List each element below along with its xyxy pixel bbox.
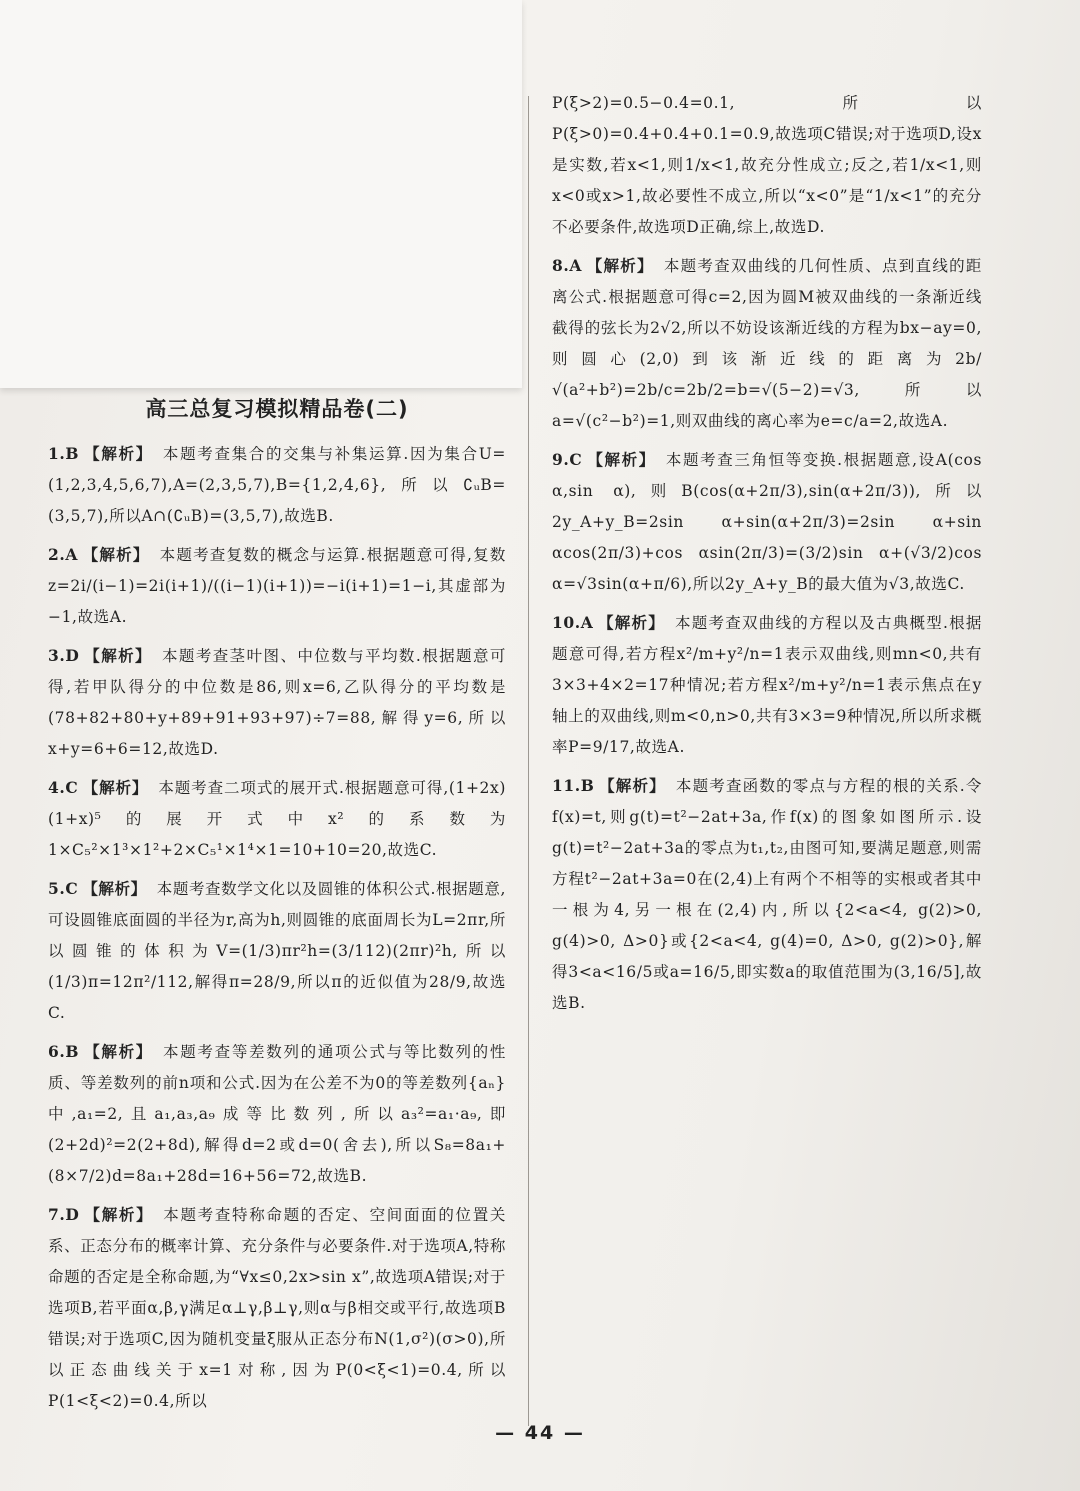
item-text: 本题考查二项式的展开式.根据题意可得,(1+2x)(1+x)⁵的展开式中x²的系数为1×C₅²×1³×1²+2×C₅¹×1⁴×1=10+10=20,故选C. xyxy=(48,779,507,859)
page-number: — 44 — xyxy=(495,1422,585,1444)
answer-item-4 xyxy=(48,772,506,866)
analysis-tag: 【解析】 xyxy=(82,546,150,564)
analysis-tag: 【解析】 xyxy=(83,1043,154,1061)
right-column xyxy=(552,88,982,1026)
item-text: 本题考查双曲线的几何性质、点到直线的距离公式.根据题意可得c=2,因为圆M被双曲线的一条渐近线截得的弦长为2√2,所以不妨设该渐近线的方程为bx−ay=0,则圆心(2,0)到该渐近线的距离为2b/√(a²+b²)=2b/c=2b/2=b=√(5−2)=√3,所以a=√(c²−b²)=1,则双曲线的离心率为e=c/a=2,故选A. xyxy=(552,257,982,430)
item-number: 2.A xyxy=(48,545,79,564)
answer-item-11 xyxy=(552,770,982,1019)
item-number: 8.A xyxy=(552,256,583,275)
analysis-tag: 【解析】 xyxy=(597,614,666,632)
item-text: 本题考查等差数列的通项公式与等比数列的性质、等差数列的前n项和公式.因为在公差不为0的等差数列{aₙ}中,a₁=2,且a₁,a₃,a₉成等比数列,所以a₃²=a₁·a₉,即(2+2d)²=2(2+8d),解得d=2或d=0(舍去),所以S₈=8a₁+(8×7/2)d=8a₁+28d=16+56=72,故选B. xyxy=(48,1043,506,1185)
left-column xyxy=(48,392,506,1424)
analysis-tag: 【解析】 xyxy=(586,257,654,275)
answer-item-2 xyxy=(48,539,506,633)
analysis-tag: 【解析】 xyxy=(586,451,656,469)
analysis-tag: 【解析】 xyxy=(82,880,147,898)
answer-item-5 xyxy=(48,873,506,1029)
item-number: 9.C xyxy=(552,450,583,469)
item-number: 3.D xyxy=(48,646,80,665)
analysis-tag: 【解析】 xyxy=(83,445,153,463)
item-text: 本题考查函数的零点与方程的根的关系.令f(x)=t,则g(t)=t²−2at+3a,作f(x)的图象如图所示.设g(t)=t²−2at+3a的零点为t₁,t₂,由图可知,要满足题意,则需方程t²−2at+3a=0在(2,4)上有两个不相等的实根或者其中一根为4,另一根在(2,4)内,所以{2<a<4, g(2)>0, g(4)>0, Δ>0}或{2<a<4, g(4)=0, Δ>0, g(2)>0},解得3<a<16/5或a=16/5,即实数a的取值范围为(3,16/5],故选B. xyxy=(552,777,982,1012)
analysis-tag: 【解析】 xyxy=(83,1206,154,1224)
answer-item-10 xyxy=(552,607,982,763)
item-text: 本题考查三角恒等变换.根据题意,设A(cos α,sin α),则B(cos(α+2π/3),sin(α+2π/3)),所以2y_A+y_B=2sin α+sin(α+2π/3)=2sin α+sin αcos(2π/3)+cos αsin(2π/3)=(3/2)sin α+(√3/2)cos α=√3sin(α+π/6),所以2y_A+y_B的最大值为√3,故选C. xyxy=(552,451,982,593)
answer-item-7-continued: P(ξ>2)=0.5−0.4=0.1,所以P(ξ>0)=0.4+0.4+0.1=0.9,故选项C错误;对于选项D,设x是实数,若x<1,则1/x<1,故充分性成立;反之,若1/x<1,则x<0或x>1,故必要性不成立,所以“x<0”是“1/x<1”的充分不必要条件,故选项D正确,综上,故选D. xyxy=(552,94,982,236)
analysis-tag: 【解析】 xyxy=(598,777,666,795)
answer-item-3 xyxy=(48,640,506,765)
answer-item-8 xyxy=(552,250,982,437)
item-text: 本题考查集合的交集与补集运算.因为集合U=(1,2,3,4,5,6,7),A=(2,3,5,7),B={1,2,4,6},所以∁ᵤB=(3,5,7),所以A∩(∁ᵤB)=(3,5,7),故选B. xyxy=(48,445,506,525)
answer-item-6 xyxy=(48,1036,506,1192)
answer-item-1 xyxy=(48,438,506,532)
answer-item-9 xyxy=(552,444,982,600)
item-number: 6.B xyxy=(48,1042,80,1061)
blank-overlay-sheet xyxy=(0,0,522,388)
analysis-tag: 【解析】 xyxy=(82,779,149,797)
item-text: 本题考查特称命题的否定、空间面面的位置关系、正态分布的概率计算、充分条件与必要条件.对于选项A,特称命题的否定是全称命题,为“∀x≤0,2x>sin x”,故选项A错误;对于选项B,若平面α,β,γ满足α⊥γ,β⊥γ,则α与β相交或平行,故选项B错误;对于选项C,因为随机变量ξ服从正态分布N(1,σ²)(σ>0),所以正态曲线关于x=1对称,因为P(0<ξ<1)=0.4,所以P(1<ξ<2)=0.4,所以 xyxy=(48,1206,506,1410)
column-divider xyxy=(528,96,529,1426)
item-text: 本题考查复数的概念与运算.根据题意可得,复数z=2i/(i−1)=2i(i+1)/((i−1)(i+1))=−i(i+1)=1−i,其虚部为−1,故选A. xyxy=(48,546,506,626)
item-number: 5.C xyxy=(48,879,79,898)
item-number: 11.B xyxy=(552,776,595,795)
page-title: 高三总复习模拟精品卷(二) xyxy=(145,397,409,421)
item-text: 本题考查双曲线的方程以及古典概型.根据题意可得,若方程x²/m+y²/n=1表示双曲线,则mn<0,共有3×3+4×2=17种情况;若方程x²/m+y²/n=1表示焦点在y轴上的双曲线,则m<0,n>0,共有3×3=9种情况,所以所求概率P=9/17,故选A. xyxy=(552,614,982,756)
item-number: 4.C xyxy=(48,778,79,797)
item-number: 1.B xyxy=(48,444,80,463)
analysis-tag: 【解析】 xyxy=(83,647,152,665)
item-text: 本题考查茎叶图、中位数与平均数.根据题意可得,若甲队得分的中位数是86,则x=6,乙队得分的平均数是(78+82+80+y+89+91+93+97)÷7=88,解得y=6,所以x+y=6+6=12,故选D. xyxy=(48,647,506,758)
item-number: 7.D xyxy=(48,1205,80,1224)
item-number: 10.A xyxy=(552,613,594,632)
answer-item-7 xyxy=(48,1199,506,1417)
item-text: 本题考查数学文化以及圆锥的体积公式.根据题意,可设圆锥底面圆的半径为r,高为h,则圆锥的底面周长为L=2πr,所以圆锥的体积为V=(1/3)πr²h=(3/112)(2πr)²h,所以(1/3)π=12π²/112,解得π=28/9,所以π的近似值为28/9,故选C. xyxy=(48,880,506,1022)
